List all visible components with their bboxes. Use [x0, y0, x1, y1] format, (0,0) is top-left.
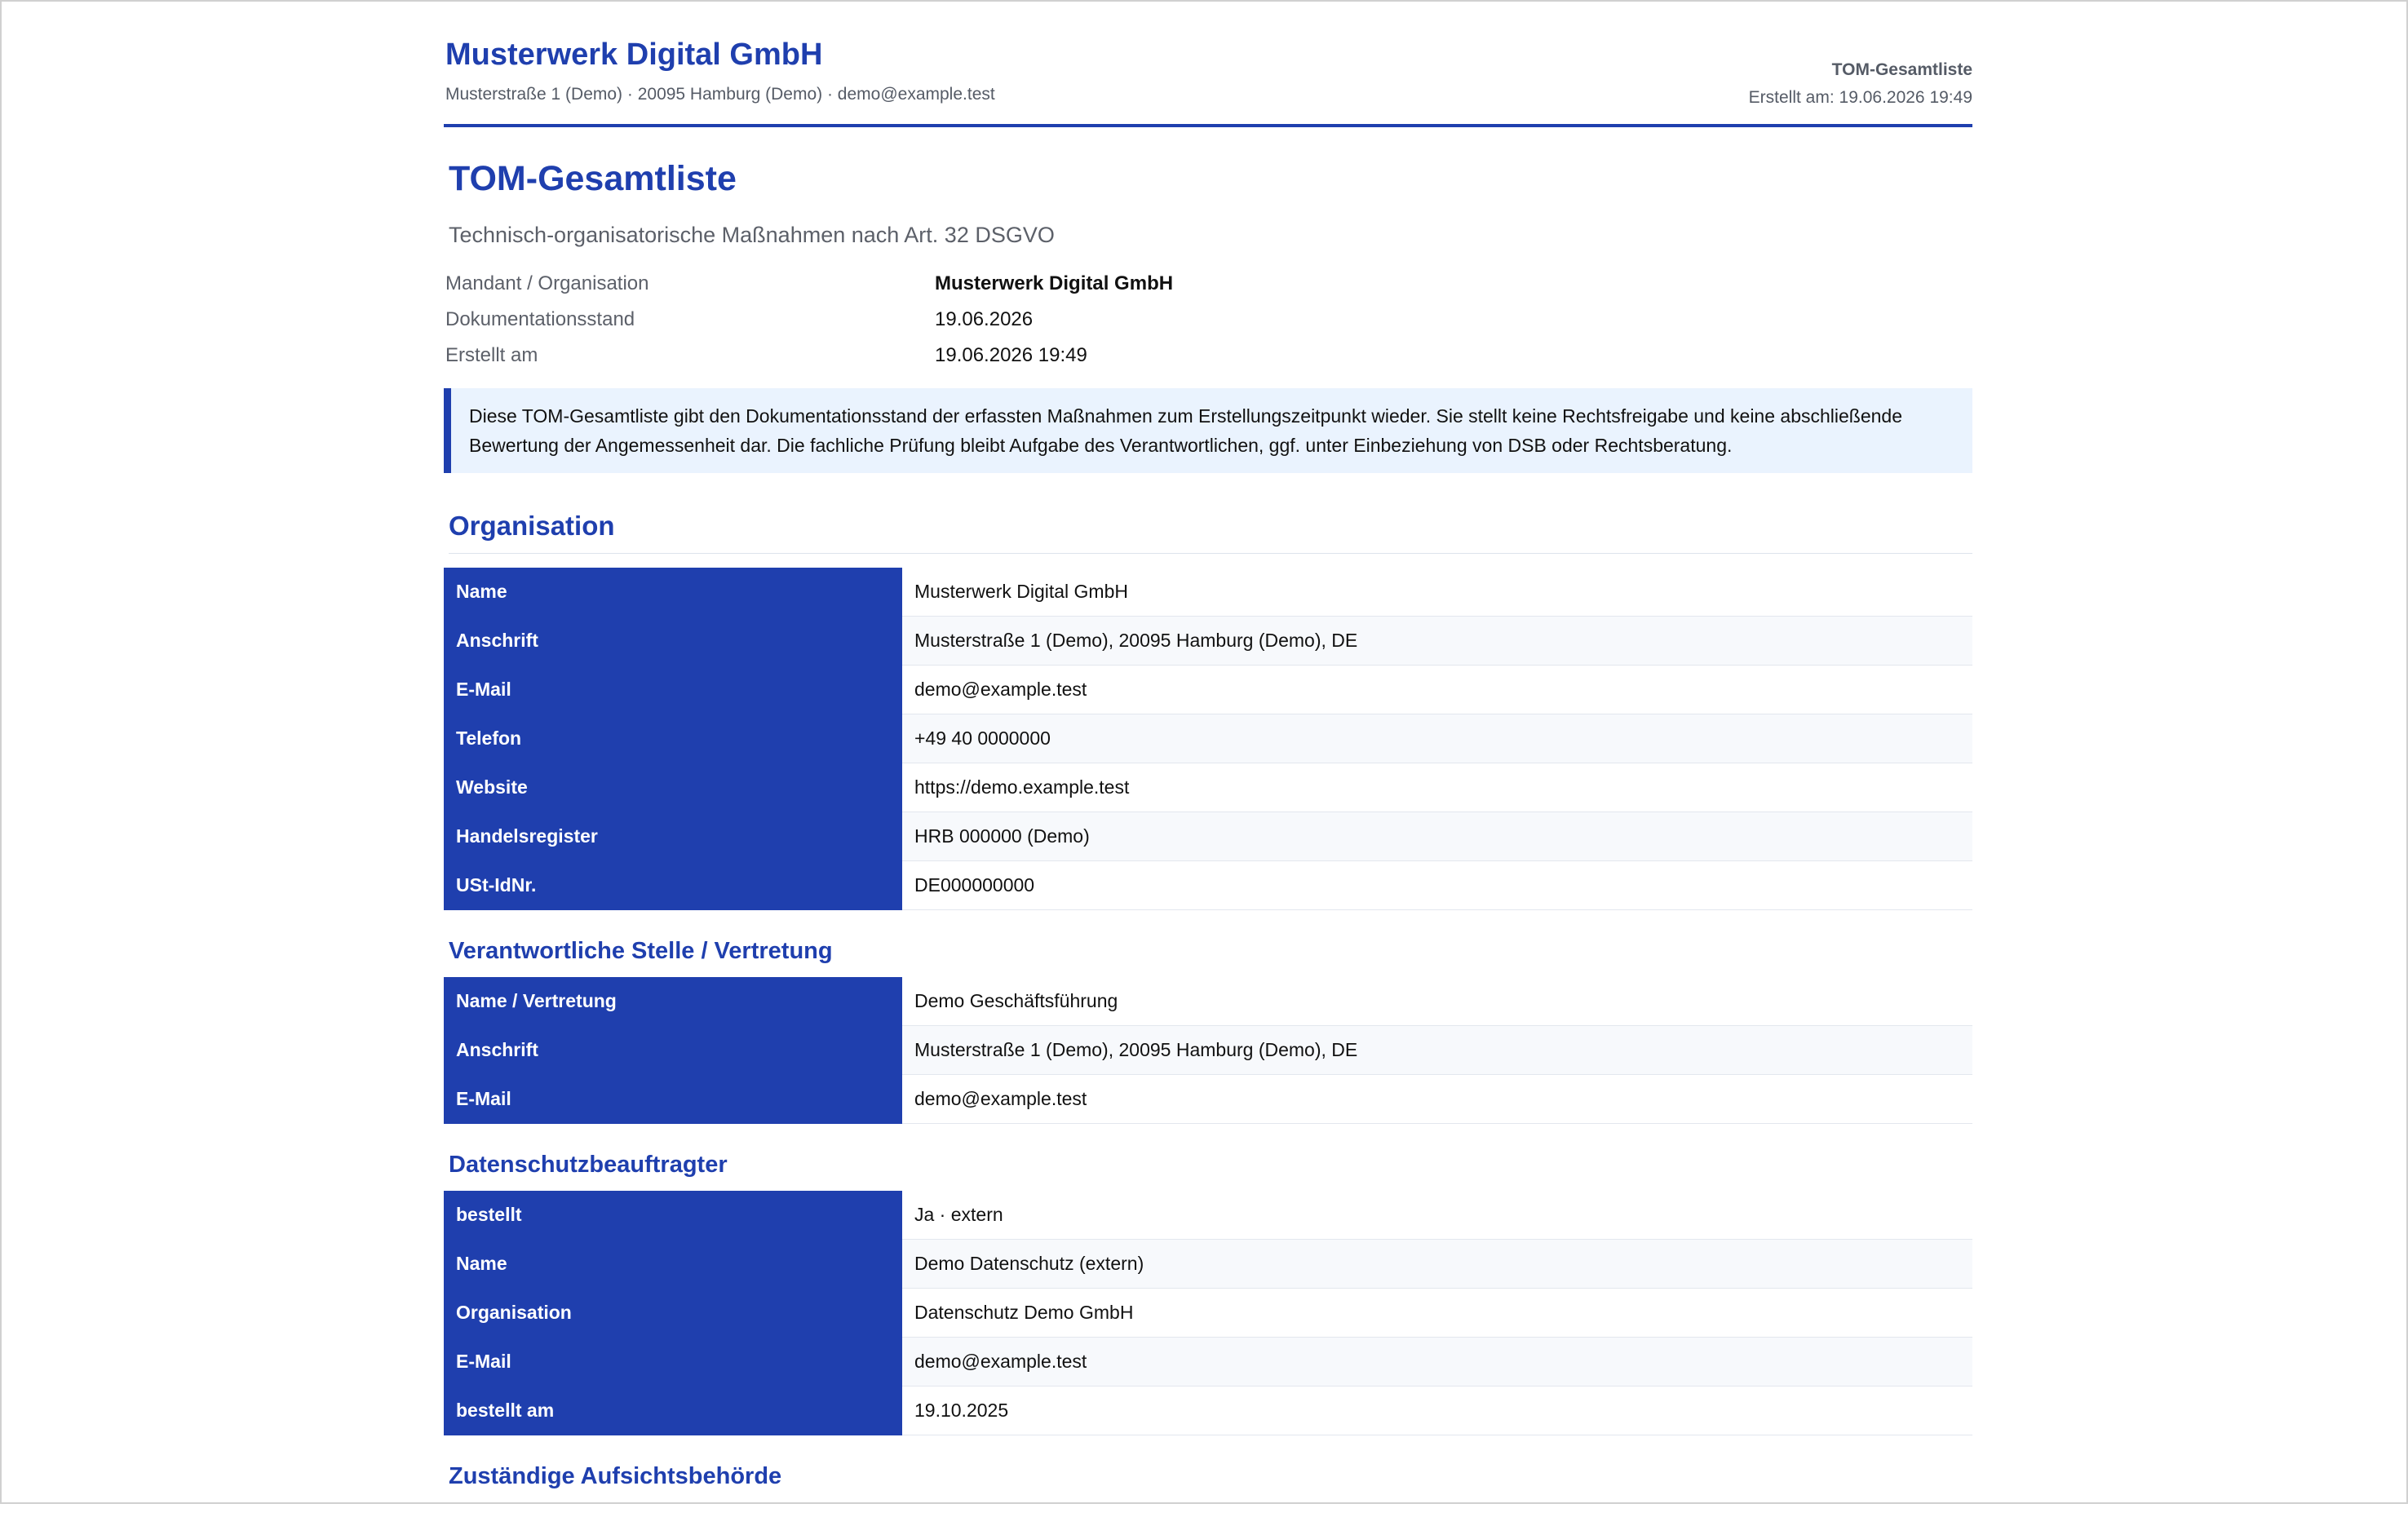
- row-label: Anschrift: [444, 617, 902, 666]
- row-label: bestellt am: [444, 1387, 902, 1435]
- section-heading-aufsicht: Zuständige Aufsichtsbehörde: [449, 1463, 782, 1489]
- row-value: 19.10.2025: [902, 1387, 1972, 1435]
- table-row: [444, 617, 1972, 666]
- row-label: Anschrift: [444, 1026, 902, 1075]
- table-row: [444, 1387, 1972, 1435]
- meta-row: [444, 338, 1972, 374]
- row-value: https://demo.example.test: [902, 763, 1972, 812]
- document-page: [444, 2, 1972, 1502]
- meta-row: [444, 266, 1972, 302]
- row-value: Musterwerk Digital GmbH: [902, 568, 1972, 617]
- table-row: [444, 714, 1972, 763]
- section-heading-dsb: Datenschutzbeauftragter: [449, 1152, 728, 1178]
- row-value: demo@example.test: [902, 1338, 1972, 1387]
- row-label: Name: [444, 1240, 902, 1289]
- row-label: E-Mail: [444, 666, 902, 714]
- row-value: Musterstraße 1 (Demo), 20095 Hamburg (Demo), DE: [902, 617, 1972, 666]
- row-label: Telefon: [444, 714, 902, 763]
- section-heading-verantwortliche: Verantwortliche Stelle / Vertretung: [449, 938, 833, 964]
- table-row: [444, 1338, 1972, 1387]
- row-value: Ja · extern: [902, 1191, 1972, 1240]
- table-row: [444, 1191, 1972, 1240]
- row-value: DE000000000: [902, 861, 1972, 910]
- row-label: E-Mail: [444, 1075, 902, 1124]
- meta-info: [444, 266, 1972, 374]
- meta-label: Mandant / Organisation: [445, 272, 649, 294]
- row-value: HRB 000000 (Demo): [902, 812, 1972, 861]
- row-label: Website: [444, 763, 902, 812]
- table-row: [444, 1240, 1972, 1289]
- row-label: Name / Vertretung: [444, 977, 902, 1026]
- row-value: demo@example.test: [902, 1075, 1972, 1124]
- meta-value: 19.06.2026: [935, 308, 1034, 330]
- row-label: Organisation: [444, 1289, 902, 1338]
- meta-label: Erstellt am: [445, 344, 538, 366]
- table-row: [444, 977, 1972, 1026]
- table-row: [444, 861, 1972, 910]
- row-label: Handelsregister: [444, 812, 902, 861]
- table-row: [444, 1075, 1972, 1124]
- table-row: [444, 812, 1972, 861]
- row-value: Datenschutz Demo GmbH: [902, 1289, 1972, 1338]
- meta-label: Dokumentationsstand: [445, 308, 635, 330]
- row-label: E-Mail: [444, 1338, 902, 1387]
- table-row: [444, 568, 1972, 617]
- row-value: demo@example.test: [902, 666, 1972, 714]
- row-label: bestellt: [444, 1191, 902, 1240]
- table-row: [444, 763, 1972, 812]
- document-header: [444, 2, 1972, 127]
- verantwortliche-table: [444, 977, 1972, 1124]
- table-row: [444, 1289, 1972, 1338]
- header-created-date: Erstellt am: 19.06.2026 19:49: [1748, 88, 1972, 107]
- header-doc-info: [1749, 60, 1972, 108]
- page-title: TOM-Gesamtliste: [449, 159, 737, 198]
- row-value: Musterstraße 1 (Demo), 20095 Hamburg (Demo), DE: [902, 1026, 1972, 1075]
- section-heading-organisation: Organisation: [449, 511, 1972, 554]
- row-value: Demo Geschäftsführung: [902, 977, 1972, 1026]
- organisation-table: [444, 568, 1972, 910]
- disclaimer-notice: Diese TOM-Gesamtliste gibt den Dokumentationsstand der erfassten Maßnahmen zum Erstellungszeitpunkt wieder. Sie stellt keine Rechtsfreigabe und keine abschließende Bewertung der Angemessenheit dar. Die fachliche Prüfung bleibt Aufgabe des Verantwortlichen, ggf. unter Einbeziehung von DSB oder Rechtsberatung.: [444, 388, 1972, 473]
- row-label: Name: [444, 568, 902, 617]
- table-row: [444, 666, 1972, 714]
- meta-value: Musterwerk Digital GmbH: [935, 272, 1174, 294]
- row-value: Demo Datenschutz (extern): [902, 1240, 1972, 1289]
- meta-value: 19.06.2026 19:49: [935, 344, 1087, 366]
- row-value: +49 40 0000000: [902, 714, 1972, 763]
- page-subtitle: Technisch-organisatorische Maßnahmen nach Art. 32 DSGVO: [449, 223, 1055, 247]
- table-row: [444, 1026, 1972, 1075]
- row-label: USt-IdNr.: [444, 861, 902, 910]
- dsb-table: [444, 1191, 1972, 1435]
- header-org-address: Musterstraße 1 (Demo) · 20095 Hamburg (Demo) · demo@example.test: [445, 85, 995, 104]
- header-doc-kind: TOM-Gesamtliste: [1831, 60, 1972, 79]
- header-org-name: Musterwerk Digital GmbH: [445, 38, 823, 72]
- meta-row: [444, 302, 1972, 338]
